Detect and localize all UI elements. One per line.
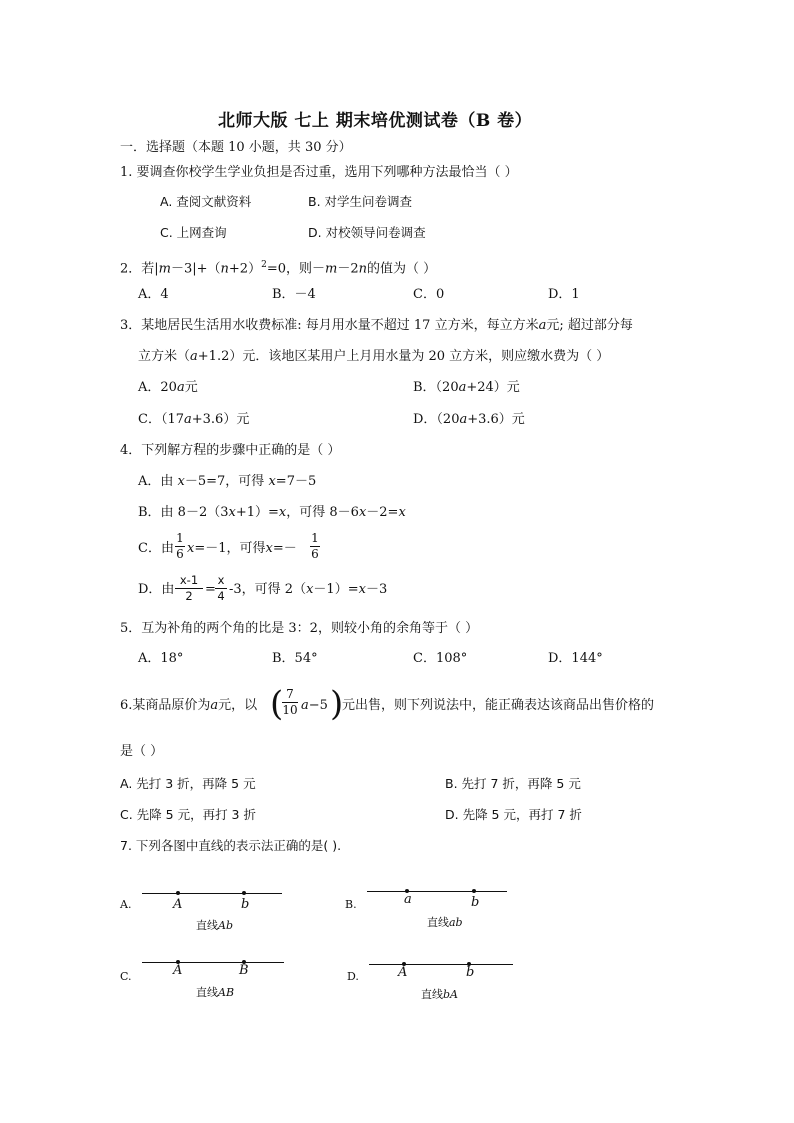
q7-fig-c-caption: 直线AB <box>196 986 235 999</box>
q6-expr: a−5 <box>301 698 328 713</box>
q7-fig-d-caption: 直线bA <box>421 988 458 1001</box>
q2-option-a[interactable]: A．4 <box>138 287 169 302</box>
q6-left-paren: ( <box>270 684 284 724</box>
q3-option-b[interactable]: B．（20a+24）元 <box>413 380 520 395</box>
q6-stem-end: 是（ ） <box>120 744 164 759</box>
q4-option-c-text: x=－1，可得x=－ <box>187 541 297 556</box>
q7-fig-b-label[interactable]: B. <box>345 898 357 911</box>
q4-option-a[interactable]: A．由 x－5=7，可得 x=7－5 <box>138 474 317 489</box>
q4-option-d-label[interactable]: D．由 <box>138 582 175 597</box>
q2-stem: 2．若$|m-3|+(n+2)^2=0$，则－m－2n的值为（ ） <box>120 260 437 277</box>
q4-d-fraction-1: x-1 2 <box>175 574 203 603</box>
q4-d-equals: = <box>205 582 216 597</box>
q3-option-a[interactable]: A．20a元 <box>138 380 198 395</box>
q7-fig-b-caption: 直线ab <box>427 916 463 929</box>
q3-option-d[interactable]: D．（20a+3.6）元 <box>413 412 525 427</box>
q7-fig-a-line <box>142 893 282 894</box>
section-heading: 一．选择题（本题 10 小题，共 30 分） <box>120 140 352 155</box>
q6-right-paren: ) <box>330 684 344 724</box>
q6-option-a[interactable]: A. 先打 3 折，再降 5 元 <box>120 776 256 791</box>
q2-option-b[interactable]: B．－4 <box>272 287 316 302</box>
q7-fig-c-p2: B <box>239 963 249 978</box>
q5-option-d[interactable]: D．144° <box>548 651 603 666</box>
q2-option-c[interactable]: C．0 <box>413 287 445 302</box>
q7-fig-b-p1: a <box>404 892 412 907</box>
q6-stem-rest: 元出售，则下列说法中，能正确表达该商品出售价格的 <box>342 698 655 713</box>
q5-stem: 5．互为补角的两个角的比是 3：2，则较小角的余角等于（ ） <box>120 621 479 636</box>
q7-fig-b-point-2 <box>472 889 476 893</box>
q7-fig-d-label[interactable]: D. <box>347 970 359 983</box>
q7-fig-d-p2: b <box>466 965 475 980</box>
q1-option-a[interactable]: A. 查阅文献资料 <box>160 194 252 209</box>
q4-option-b[interactable]: B．由 8－2（3x+1）=x，可得 8－6x－2=x <box>138 505 406 520</box>
page-title: 北师大版 七上 期末培优测试卷（B 卷） <box>218 111 533 131</box>
q5-option-b[interactable]: B．54° <box>272 651 318 666</box>
q1-option-b[interactable]: B. 对学生问卷调查 <box>308 194 413 209</box>
q7-fig-c-label[interactable]: C. <box>120 970 132 983</box>
q2-option-d[interactable]: D．1 <box>548 287 580 302</box>
q7-fig-a-caption: 直线Ab <box>196 919 233 932</box>
q1-stem: 1. 要调查你校学生学业负担是否过重，选用下列哪种方法最恰当（ ） <box>120 165 518 180</box>
q7-fig-c-line <box>142 962 284 963</box>
q7-stem: 7. 下列各图中直线的表示法正确的是( ). <box>120 838 342 853</box>
q3-line2: 立方米（a+1.2）元．该地区某用户上月用水量为 20 立方米，则应缴水费为（ ） <box>138 349 610 364</box>
q7-fig-b-line <box>367 891 507 892</box>
q4-stem: 4．下列解方程的步骤中正确的是（ ） <box>120 443 341 458</box>
q6-option-b[interactable]: B. 先打 7 折，再降 5 元 <box>445 776 581 791</box>
q4-d-fraction-2: x 4 <box>215 574 227 603</box>
q6-stem-start: 6.某商品原价为a元，以 <box>120 698 258 713</box>
q6-option-c[interactable]: C. 先降 5 元，再打 3 折 <box>120 807 256 822</box>
q7-fig-a-p2: b <box>241 897 250 912</box>
q6-fraction: 7 10 <box>282 687 298 717</box>
q4-c-fraction-2: 1 6 <box>311 531 319 561</box>
q7-fig-b-p2: b <box>471 895 480 910</box>
q7-fig-a-label[interactable]: A. <box>120 898 132 911</box>
q7-fig-c-p1: A <box>173 963 183 978</box>
q6-option-d[interactable]: D. 先降 5 元，再打 7 折 <box>445 807 582 822</box>
q7-fig-d-line <box>369 964 513 965</box>
q4-option-c-label[interactable]: C．由 <box>138 541 174 556</box>
q3-line1: 3．某地居民生活用水收费标准: 每月用水量不超过 17 立方米，每立方米a元; 超过部分每 <box>120 318 633 333</box>
q1-option-d[interactable]: D. 对校领导问卷调查 <box>308 225 426 240</box>
q5-option-a[interactable]: A．18° <box>138 651 184 666</box>
q7-fig-a-point-2 <box>242 891 246 895</box>
q7-fig-a-point-1 <box>176 891 180 895</box>
q1-option-c[interactable]: C. 上网查询 <box>160 225 227 240</box>
q5-option-c[interactable]: C．108° <box>413 651 468 666</box>
q4-c-fraction: 1 6 <box>176 531 184 561</box>
q3-option-c[interactable]: C．（17a+3.6）元 <box>138 412 250 427</box>
q7-fig-a-p1: A <box>173 897 183 912</box>
q4-option-d-text: -3，可得 2（x－1）=x－3 <box>229 582 388 597</box>
q7-fig-d-p1: A <box>398 965 408 980</box>
